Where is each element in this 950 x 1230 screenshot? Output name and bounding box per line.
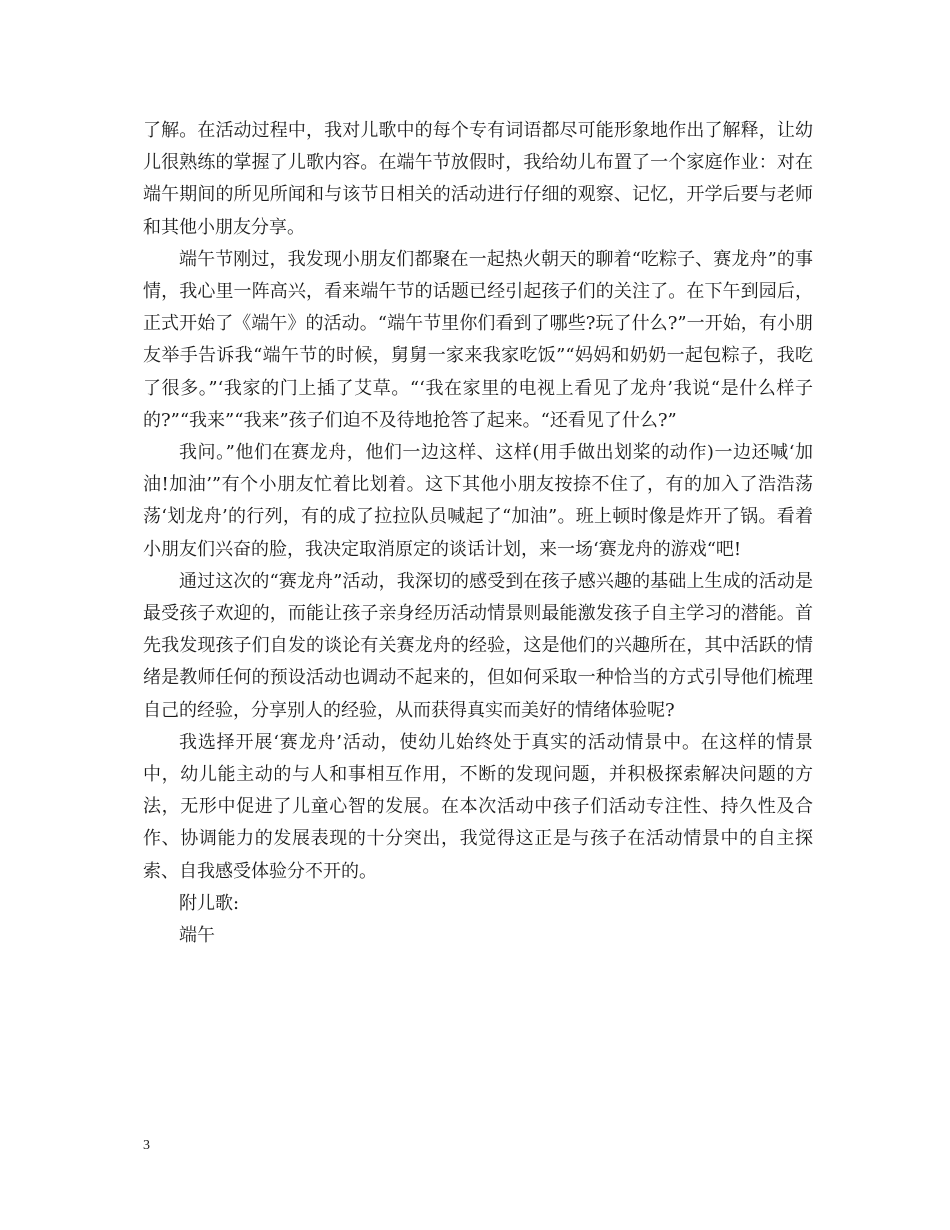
appendix-heading: 附儿歌: xyxy=(179,892,240,914)
paragraph: 端午节刚过，我发现小朋友们都聚在一起热火朝天的聊着“吃粽子、赛龙舟”的事情，我心里一阵高兴，看来端午节的话题已经引起孩子们的关注了。在下午到园后，正式开始了《端午》的活动。“端午节里你们看到了哪些?玩了什么?”一开始，有小朋友举手告诉我“端午节的时候，舅舅一家来我家吃饭”“妈妈和奶奶一起包粽子，我吃了很多。”‘我家的门上插了艾草。“‘我在家里的电视上看见了龙舟’我说“是什么样子的?”“我来”“我来”孩子们迫不及待地抢答了起来。“还看见了什么?” xyxy=(143,248,813,431)
paragraph: 通过这次的“赛龙舟”活动，我深切的感受到在孩子感兴趣的基础上生成的活动是最受孩子欢迎的，而能让孩子亲身经历活动情景则最能激发孩子自主学习的潜能。首先我发现孩子们自发的谈论有关赛龙舟的经验，这是他们的兴趣所在，其中活跃的情绪是教师任何的预设活动也调动不起来的，但如何采取一种恰当的方式引导他们梳理自己的经验，分享别人的经验，从而获得真实而美好的情绪体验呢? xyxy=(143,570,813,721)
paragraph: 我选择开展‘赛龙舟’活动，使幼儿始终处于真实的活动情景中。在这样的情景中，幼儿能主动的与人和事相互作用，不断的发现问题，并积极探索解决问题的方法，无形中促进了儿童心智的发展。在本次活动中孩子们活动专注性、持久性及合作、协调能力的发展表现的十分突出，我觉得这正是与孩子在活动情景中的自主探索、自我感受体验分不开的。 xyxy=(143,731,813,882)
paragraph-continuation: 了解。在活动过程中，我对儿歌中的每个专有词语都尽可能形象地作出了解释，让幼儿很熟练的掌握了儿歌内容。在端午节放假时，我给幼儿布置了一个家庭作业：对在端午期间的所见所闻和与该节日相关的活动进行仔细的观察、记忆，开学后要与老师和其他小朋友分享。 xyxy=(143,120,813,238)
document-body xyxy=(143,115,813,952)
page-number: 3 xyxy=(143,1138,150,1153)
song-title: 端午 xyxy=(179,925,215,947)
paragraph: 我问。”他们在赛龙舟，他们一边这样、这样(用手做出划桨的动作)一边还喊‘加油!加油’”有个小朋友忙着比划着。这下其他小朋友按捺不住了，有的加入了浩浩荡荡‘划龙舟’的行列，有的成了拉拉队员喊起了“加油”。班上顿时像是炸开了锅。看着小朋友们兴奋的脸，我决定取消原定的谈话计划，来一场‘赛龙舟的游戏“吧! xyxy=(143,442,813,560)
